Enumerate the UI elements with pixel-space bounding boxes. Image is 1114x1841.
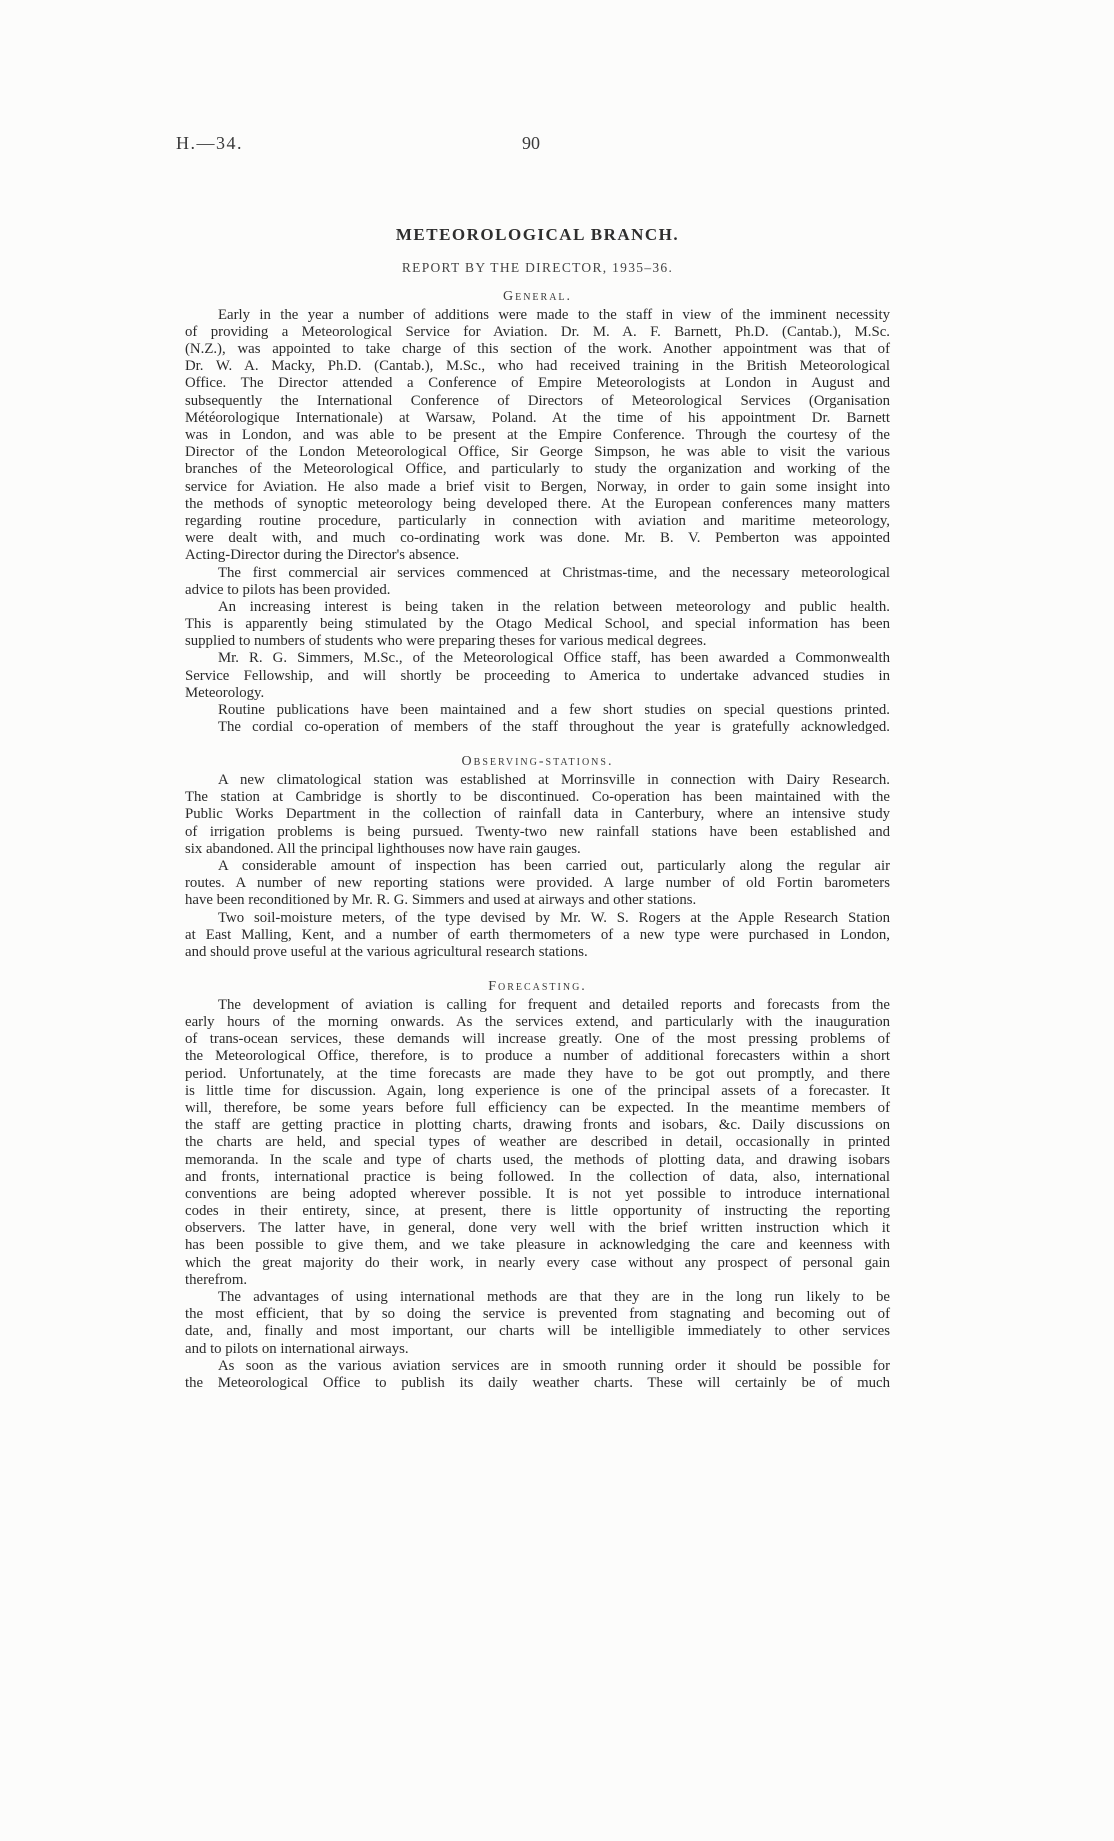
text-line: the Meteorological Office to publish its daily weather charts. These will certainly be of much [185,1374,890,1391]
text-line: therefrom. [185,1271,248,1288]
text-line: Director of the London Meteorological Office, Sir George Simpson, he was able to visit the various [185,444,890,461]
paragraph [185,858,890,910]
text-line: As soon as the various aviation services are in smooth running order it should be possible for [218,1357,890,1374]
text-line: conventions are being adopted wherever possible. It is not yet possible to introduce international [185,1185,890,1202]
text-line: codes in their entirety, since, at present, there is little opportunity of instructing the reporting [185,1203,890,1220]
paragraph [185,997,890,1289]
text-line: The development of aviation is calling for frequent and detailed reports and forecasts from the [218,996,890,1013]
document-code: H.—34. [176,133,243,153]
text-line: observers. The latter have, in general, done very well with the brief written instruction which it [185,1220,890,1237]
text-line: Service Fellowship, and will shortly be proceeding to America to undertake advanced studies in [185,667,890,684]
text-line: A considerable amount of inspection has been carried out, particularly along the regular air [218,858,890,874]
text-line: early hours of the morning onwards. As the services extend, and particularly with the inauguration [185,1014,890,1030]
text-line: A new climatological station was established at Morrinsville in connection with Dairy Research. [218,772,890,789]
text-line: at East Malling, Kent, and a number of earth thermometers of a new type were purchased in London, [185,926,890,943]
text-line: Météorologique Internationale) at Warsaw, Poland. At the time of his appointment Dr. Barnett [185,409,890,426]
section-general [185,288,890,736]
text-line: routes. A number of new reporting stations were provided. A large number of old Fortin barometers [185,875,890,892]
text-line: will, therefore, be some years before full efficiency can be expected. In the meantime members of [185,1099,890,1116]
report-body [185,288,890,1392]
text-line: memoranda. In the scale and type of charts used, the methods of plotting data, and drawing isobars [185,1151,890,1168]
text-line: advice to pilots has been provided. [185,581,391,598]
text-line: and to pilots on international airways. [185,1340,409,1357]
section-body [185,997,890,1392]
text-line: the charts are held, and special types of weather are described in detail, occasionally in printed [185,1134,890,1151]
text-line: the staff are getting practice in plotting charts, drawing fronts and isobars, &c. Daily discussions on [185,1117,890,1134]
text-line: the most efficient, that by so doing the service is prevented from stagnating and becoming out of [185,1306,890,1323]
text-line: the methods of synoptic meteorology being developed there. At the European conferences many matters [185,495,890,512]
section-forecasting [185,978,890,1392]
text-line: six abandoned. All the principal lighthouses now have rain gauges. [185,840,581,857]
paragraph [185,1358,890,1392]
text-line: regarding routine procedure, particularly in connection with aviation and maritime meteorology, [185,512,890,529]
section-heading: Observing-stations. [461,754,614,770]
text-line: of irrigation problems is being pursued. Twenty-two new rainfall stations have been established and [185,823,890,840]
text-line: which the great majority do their work, in nearly every case without any prospect of personal gain [185,1254,890,1271]
text-line: subsequently the International Conference of Directors of Meteorological Services (Organisation [185,392,890,409]
text-line: the Meteorological Office, therefore, is to produce a number of additional forecasters within a short [185,1048,890,1065]
text-line: service for Aviation. He also made a brief visit to Bergen, Norway, in order to gain some insight into [185,478,890,495]
text-line: Routine publications have been maintained and a few short studies on special questions printed. [218,702,890,718]
paragraph [185,772,890,858]
text-line: An increasing interest is being taken in the relation between meteorology and public health. [218,598,890,615]
text-line: branches of the Meteorological Office, and particularly to study the organization and working of the [185,461,890,478]
text-line: Mr. R. G. Simmers, M.Sc., of the Meteorological Office staff, has been awarded a Commonwealth [218,650,890,667]
section-heading: General. [502,289,573,304]
paragraph [185,650,890,702]
text-line: (N.Z.), was appointed to take charge of this section of the work. Another appointment was that of [185,341,890,358]
text-line: Two soil-moisture meters, of the type devised by Mr. W. S. Rogers at the Apple Research Station [218,909,890,926]
text-line: Public Works Department in the collection of rainfall data in Canterbury, where an intensive study [185,806,890,823]
text-line: date, and, finally and most important, our charts will be intelligible immediately to other services [185,1323,890,1340]
text-line: The advantages of using international methods are that they are in the long run likely to be [218,1289,890,1305]
text-line: Meteorology. [185,684,265,701]
text-line: The station at Cambridge is shortly to be discontinued. Co-operation has been maintained with the [185,789,890,806]
text-line: Acting-Director during the Director's absence. [185,547,460,564]
section-heading: Forecasting. [488,979,587,995]
section-observing-stations [185,753,890,961]
paragraph [185,565,890,599]
report-subtitle: REPORT BY THE DIRECTOR, 1935–36. [401,260,674,275]
running-head [0,133,1114,153]
text-line: period. Unfortunately, at the time forecasts are made they have to be got out promptly, and there [185,1065,890,1082]
paragraph [185,1289,890,1358]
text-line: of trans-ocean services, these demands will increase greatly. One of the most pressing problems of [185,1031,890,1048]
paragraph [185,910,890,962]
text-line: Early in the year a number of additions were made to the staff in view of the imminent necessity [218,306,890,323]
paragraph [185,599,890,651]
text-line: Office. The Director attended a Conference of Empire Meteorologists at London in August and [185,375,890,392]
text-line: This is apparently being stimulated by the Otago Medical School, and special information has been [185,616,890,633]
text-line: and fronts, international practice is being followed. In the collection of data, also, international [185,1168,890,1185]
text-line: The cordial co-operation of members of the staff throughout the year is gratefully acknowledged. [218,719,890,736]
text-line: is little time for discussion. Again, long experience is one of the principal assets of a forecaster. It [185,1082,890,1099]
paragraph [185,307,890,565]
section-body [185,307,890,737]
text-line: of providing a Meteorological Service for Aviation. Dr. M. A. F. Barnett, Ph.D. (Cantab.), M.Sc. [185,323,890,340]
page-number: 90 [522,133,540,153]
text-line: was in London, and was able to be present at the Empire Conference. Through the courtesy of the [185,427,890,443]
text-line: The first commercial air services commenced at Christmas-time, and the necessary meteorological [218,564,890,581]
text-line: has been possible to give them, and we take pleasure in acknowledging the care and keenness with [185,1237,890,1254]
text-line: were dealt with, and much co-ordinating work was done. Mr. B. V. Pemberton was appointed [185,530,890,547]
paragraph [185,702,890,719]
text-line: have been reconditioned by Mr. R. G. Simmers and used at airways and other stations. [185,892,697,909]
report-title: METEOROLOGICAL BRANCH. [395,225,680,244]
text-line: Dr. W. A. Macky, Ph.D. (Cantab.), M.Sc., who had received training in the British Meteorological [185,358,890,375]
section-body [185,772,890,961]
text-line: and should prove useful at the various agricultural research stations. [185,943,588,960]
paragraph [185,719,890,736]
text-line: supplied to numbers of students who were preparing theses for various medical degrees. [185,633,707,650]
